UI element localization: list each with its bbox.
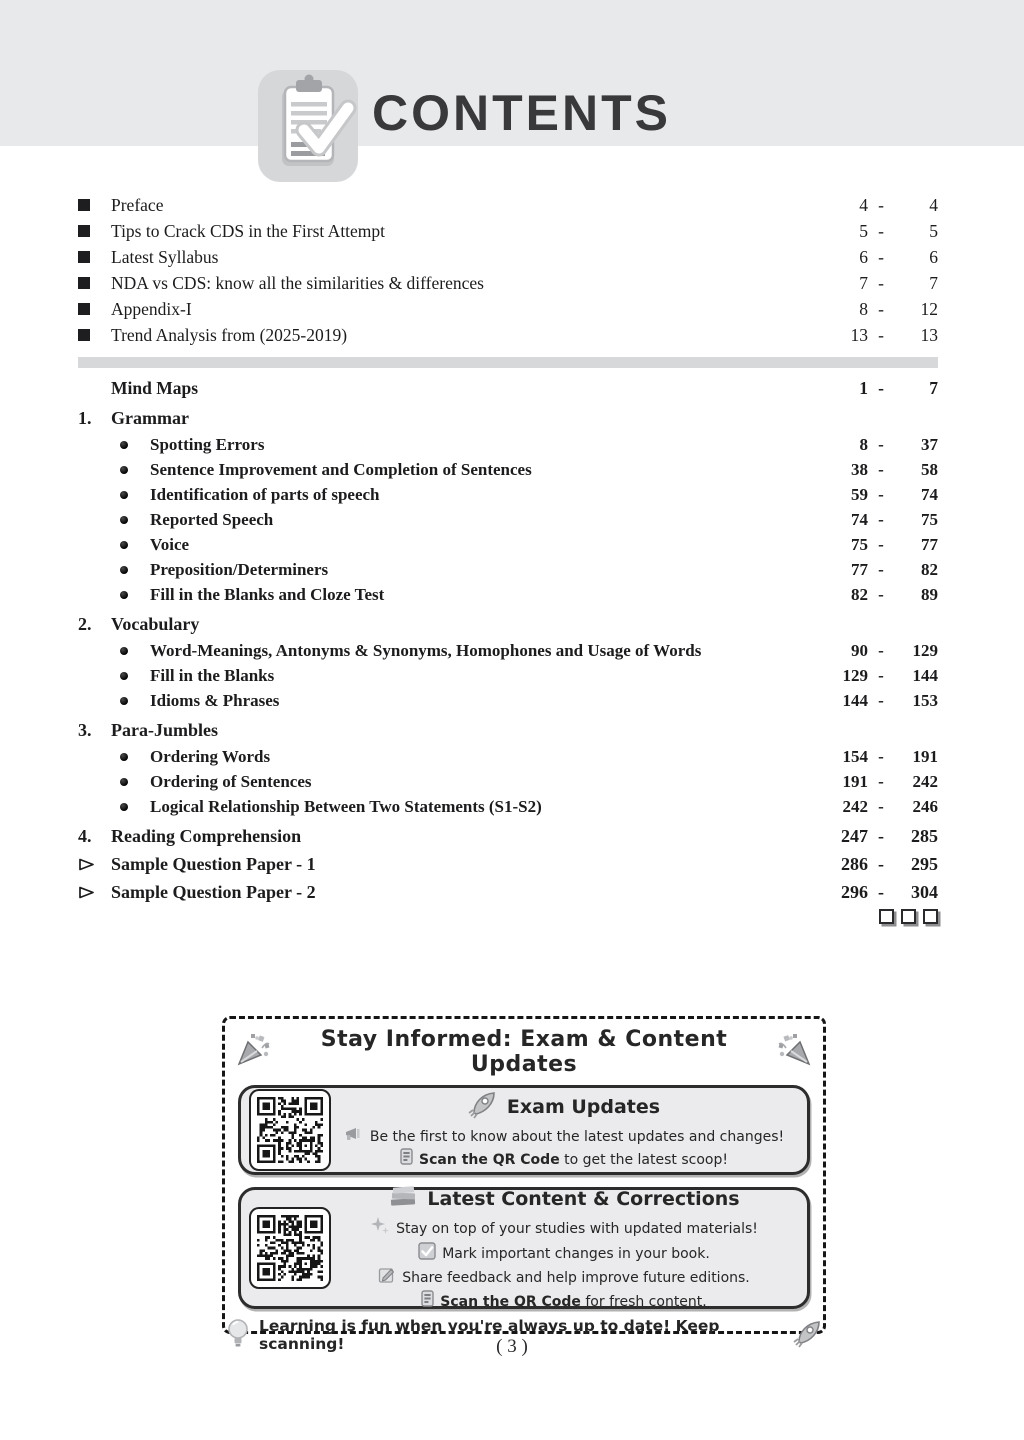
toc-item-label: Fill in the Blanks and Cloze Test (150, 584, 385, 604)
page-start: 286 (841, 853, 868, 874)
dot-bullet-icon (120, 466, 128, 474)
page-range-dash: - (878, 771, 884, 791)
page-range-dash: - (878, 246, 884, 267)
card-line-text: Scan the QR Code for fresh content. (440, 1293, 707, 1310)
page-start: 242 (842, 796, 868, 816)
page-start: 77 (851, 559, 868, 579)
card-line (331, 1266, 797, 1290)
page-range (830, 325, 938, 346)
update-card (238, 1085, 810, 1175)
toc-item-label: Voice (150, 534, 190, 554)
card-line (331, 1290, 797, 1313)
page-end: 4 (929, 194, 938, 215)
square-bullet-icon (78, 199, 90, 211)
page-start: 191 (842, 771, 868, 791)
sparkles-icon (370, 1216, 390, 1242)
dot-bullet-icon (120, 541, 150, 549)
dot-bullet-icon (120, 491, 150, 499)
dot-bullet-icon (120, 441, 128, 449)
toc-row (78, 432, 938, 457)
page-range-dash: - (878, 509, 884, 529)
page-end: 12 (920, 298, 938, 319)
square-bullet-icon (78, 329, 111, 341)
page-range (830, 535, 938, 555)
card-line (331, 1216, 797, 1242)
books-icon (388, 1183, 418, 1214)
end-squares-icon (78, 909, 938, 929)
toc-row (78, 192, 938, 218)
page-end: 6 (929, 246, 938, 267)
page-range (830, 882, 938, 903)
card-line (331, 1126, 797, 1148)
toc-item-label: NDA vs CDS: know all the similarities & differences (111, 272, 484, 293)
page-range-dash: - (878, 796, 884, 816)
page-range (830, 641, 938, 661)
chapter-number (78, 614, 111, 635)
page-range (830, 435, 938, 455)
party-popper-icon (235, 1032, 271, 1072)
panel-tagline: Learning is fun when you're always up to date! Keep scanning! (259, 1317, 720, 1353)
card-line-text: Mark important changes in your book. (442, 1246, 710, 1262)
page-end: 191 (912, 746, 938, 766)
page-start: 296 (841, 881, 868, 902)
dot-bullet-icon (120, 516, 150, 524)
toc-row (78, 296, 938, 322)
toc-row (78, 850, 938, 878)
square-bullet-icon (78, 251, 111, 263)
stay-informed-panel (222, 1016, 826, 1353)
card-body (331, 1089, 797, 1171)
toc-item-label: Logical Relationship Between Two Statements (S1-S2) (150, 796, 542, 816)
page-range (830, 485, 938, 505)
dot-bullet-icon (120, 697, 128, 705)
update-cards (225, 1085, 823, 1309)
dot-bullet-icon (120, 697, 150, 705)
page-range (830, 378, 938, 399)
page-start: 74 (851, 509, 868, 529)
toc-item-label: Idioms & Phrases (150, 690, 280, 710)
card-title: Exam Updates (506, 1095, 661, 1118)
phone-scan-icon (421, 1290, 434, 1313)
page-start: 38 (851, 459, 868, 479)
page-range (830, 797, 938, 817)
page-start: 4 (859, 194, 868, 215)
page-range (830, 299, 938, 320)
page-start: 59 (851, 484, 868, 504)
page-range-dash: - (878, 559, 884, 579)
page-range-dash: - (878, 690, 884, 710)
square-bullet-icon (78, 329, 90, 341)
page-end: 129 (912, 640, 938, 660)
toc-row (78, 688, 938, 713)
section-divider (78, 357, 938, 368)
page-range-dash: - (878, 534, 884, 554)
page-end: 7 (929, 272, 938, 293)
toc-item-label: Ordering Words (150, 746, 271, 766)
toc-item-label: Reading Comprehension (111, 826, 302, 846)
card-line-text: Share feedback and help improve future editions. (402, 1270, 750, 1286)
page-range-dash: - (878, 324, 884, 345)
dot-bullet-icon (120, 672, 128, 680)
page-range-dash: - (878, 377, 884, 398)
card-title-row (331, 1089, 797, 1124)
toc-row (78, 611, 938, 638)
toc-item-label: Trend Analysis from (2025-2019) (111, 324, 348, 345)
page-end: 5 (929, 220, 938, 241)
toc-row (78, 823, 938, 850)
toc-item-label: Identification of parts of speech (150, 484, 380, 504)
dot-bullet-icon (120, 566, 128, 574)
rocket-icon (468, 1089, 498, 1124)
page-range (830, 747, 938, 767)
table-of-contents (78, 192, 938, 929)
page-range (830, 772, 938, 792)
page-range (830, 195, 938, 216)
dot-bullet-icon (120, 778, 150, 786)
arrowhead-bullet-icon (78, 857, 111, 872)
page-end: 37 (921, 434, 938, 454)
page-end: 13 (920, 324, 938, 345)
page-range (830, 273, 938, 294)
square-bullet-icon (78, 225, 90, 237)
toc-item-label: Sentence Improvement and Completion of Sentences (150, 459, 532, 479)
page-start: 8 (859, 434, 868, 454)
toc-item-label: Word-Meanings, Antonyms & Synonyms, Homophones and Usage of Words (150, 640, 702, 660)
page-range (830, 691, 938, 711)
toc-row (78, 582, 938, 607)
toc-row (78, 482, 938, 507)
dot-bullet-icon (120, 541, 128, 549)
page-range-dash: - (878, 298, 884, 319)
toc-row (78, 769, 938, 794)
page-start: 5 (859, 220, 868, 241)
square-bullet-icon (78, 277, 90, 289)
page-range-dash: - (878, 194, 884, 215)
arrowhead-bullet-icon (78, 885, 111, 900)
chapter-number: 3. (78, 720, 92, 740)
page-end: 74 (921, 484, 938, 504)
card-line (331, 1242, 797, 1266)
page-end: 77 (921, 534, 938, 554)
dot-bullet-icon (120, 647, 128, 655)
page-range (830, 510, 938, 530)
page-range-dash: - (878, 746, 884, 766)
page-end: 295 (911, 853, 938, 874)
chapter-number (78, 408, 111, 429)
check-mark-icon (418, 1242, 436, 1266)
phone-scan-icon (400, 1148, 413, 1171)
page-range (830, 460, 938, 480)
page-end: 89 (921, 584, 938, 604)
front-matter-list (78, 192, 938, 348)
qr-code (249, 1207, 331, 1289)
toc-item-label: Reported Speech (150, 509, 274, 529)
chapter-number (78, 720, 111, 741)
toc-row (78, 557, 938, 582)
card-title: Latest Content & Corrections (427, 1187, 740, 1210)
toc-item-label: Preface (111, 194, 164, 215)
toc-item-label: Tips to Crack CDS in the First Attempt (111, 220, 386, 241)
dot-bullet-icon (120, 647, 150, 655)
page-start: 7 (859, 272, 868, 293)
page-range (830, 247, 938, 268)
panel-title: Stay Informed: Exam & Content Updates (320, 1027, 728, 1077)
toc-row (78, 663, 938, 688)
card-line-text: Stay on top of your studies with updated materials! (396, 1221, 758, 1237)
dot-bullet-icon (120, 566, 150, 574)
dot-bullet-icon (120, 778, 128, 786)
page-range-dash: - (878, 272, 884, 293)
toc-row (78, 717, 938, 744)
page-range-dash: - (878, 220, 884, 241)
page-end: 242 (912, 771, 938, 791)
toc-item-label: Fill in the Blanks (150, 665, 275, 685)
page-start: 129 (842, 665, 868, 685)
toc-item-label: Mind Maps (111, 377, 199, 398)
square-bullet-icon (78, 199, 111, 211)
page-range-dash: - (878, 484, 884, 504)
page-range-dash: - (878, 459, 884, 479)
page-range-dash: - (878, 665, 884, 685)
chapter-number: 4. (78, 826, 92, 846)
page-end: 153 (912, 690, 938, 710)
page-number: ( 3 ) (496, 1336, 528, 1357)
page-start: 1 (859, 377, 868, 398)
page-end: 58 (921, 459, 938, 479)
dot-bullet-icon (120, 591, 128, 599)
dot-bullet-icon (120, 491, 128, 499)
toc-item-label: Sample Question Paper - 2 (111, 881, 316, 902)
chapter-number: 2. (78, 614, 92, 634)
toc-row (78, 457, 938, 482)
qr-code (249, 1089, 331, 1171)
dot-bullet-icon (120, 753, 128, 761)
dot-bullet-icon (120, 466, 150, 474)
page-range-dash: - (878, 584, 884, 604)
page-end: 304 (911, 881, 938, 902)
dot-bullet-icon (120, 672, 150, 680)
toc-item-label: Vocabulary (111, 614, 200, 634)
toc-item-label: Sample Question Paper - 1 (111, 853, 316, 874)
toc-row (78, 270, 938, 296)
page-range (830, 221, 938, 242)
dot-bullet-icon (120, 753, 150, 761)
clipboard-check-icon (258, 70, 358, 182)
toc-item-label: Spotting Errors (150, 434, 265, 454)
page-range (830, 666, 938, 686)
memo-icon (378, 1266, 396, 1290)
page-end: 7 (929, 377, 938, 398)
chapter-number: 1. (78, 408, 92, 428)
dot-bullet-icon (120, 516, 128, 524)
toc-item-label: Preposition/Determiners (150, 559, 329, 579)
page-start: 247 (841, 826, 868, 846)
square-bullet-icon (78, 277, 111, 289)
page-end: 75 (921, 509, 938, 529)
page-end: 82 (921, 559, 938, 579)
toc-row (78, 532, 938, 557)
toc-item-label: Grammar (111, 408, 189, 428)
page-title: CONTENTS (372, 85, 671, 141)
page-start: 154 (842, 746, 868, 766)
card-line-text: Scan the QR Code to get the latest scoop! (419, 1151, 728, 1168)
toc-row (78, 744, 938, 769)
page-range (830, 560, 938, 580)
page-range (830, 585, 938, 605)
page-range-dash: - (878, 826, 884, 846)
card-title-row (331, 1183, 797, 1214)
toc-item-label: Latest Syllabus (111, 246, 219, 267)
page-range-dash: - (878, 434, 884, 454)
page-range (830, 854, 938, 875)
page-end: 285 (911, 826, 938, 846)
toc-row (78, 794, 938, 819)
page-start: 75 (851, 534, 868, 554)
toc-row (78, 218, 938, 244)
toc-row (78, 878, 938, 906)
page-end: 144 (912, 665, 938, 685)
square-bullet-icon (78, 225, 111, 237)
dot-bullet-icon (120, 441, 150, 449)
square-bullet-icon (78, 251, 90, 263)
toc-row (78, 322, 938, 348)
card-line (331, 1148, 797, 1171)
page-start: 90 (851, 640, 868, 660)
page-start: 82 (851, 584, 868, 604)
square-bullet-icon (78, 303, 90, 315)
chapter-number (78, 826, 111, 847)
dot-bullet-icon (120, 803, 128, 811)
dot-bullet-icon (120, 803, 150, 811)
party-popper-icon (777, 1032, 813, 1072)
dot-bullet-icon (120, 591, 150, 599)
page-start: 13 (850, 324, 868, 345)
chapter-list (78, 375, 938, 906)
update-card (238, 1187, 810, 1309)
card-body (331, 1183, 797, 1313)
toc-row (78, 638, 938, 663)
card-line-text: Be the first to know about the latest updates and changes! (369, 1129, 785, 1145)
toc-item-label: Appendix-I (111, 298, 192, 319)
page-start: 6 (859, 246, 868, 267)
page-range-dash: - (878, 640, 884, 660)
toc-row (78, 375, 938, 401)
page-range-dash: - (878, 881, 884, 902)
toc-item-label: Para-Jumbles (111, 720, 218, 740)
square-bullet-icon (78, 303, 111, 315)
toc-row (78, 507, 938, 532)
page-end: 246 (912, 796, 938, 816)
toc-item-label: Ordering of Sentences (150, 771, 312, 791)
page-start: 144 (842, 690, 868, 710)
page-range (830, 826, 938, 847)
megaphone-icon (344, 1126, 364, 1148)
toc-row (78, 405, 938, 432)
page-range-dash: - (878, 853, 884, 874)
toc-row (78, 244, 938, 270)
page-start: 8 (859, 298, 868, 319)
